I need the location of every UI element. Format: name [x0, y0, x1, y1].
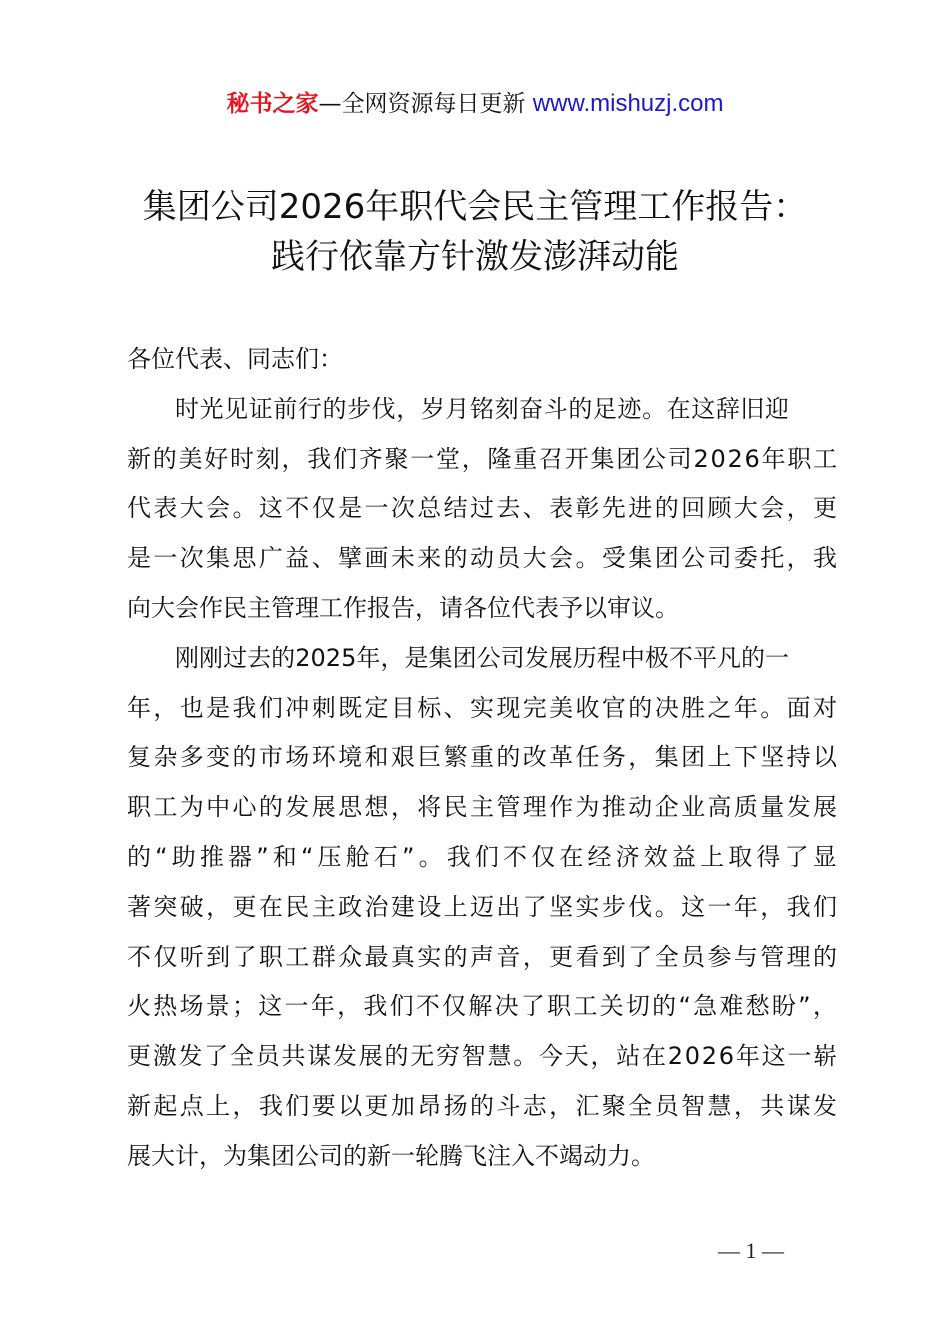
- brand-name: 秘书之家: [226, 91, 319, 117]
- title-line-1: 集团公司2026年职代会民主管理工作报告：: [142, 187, 808, 227]
- text-line: 年，也是我们冲刺既定目标、实现完美收官的决胜之年。面对: [127, 693, 840, 722]
- paragraph-opening: [127, 385, 840, 634]
- text-line: 代表大会。这不仅是一次总结过去、表彰先进的回顾大会，更: [127, 494, 840, 523]
- text-line: 更激发了全员共谋发展的无穷智慧。今天，站在2026年这一崭: [127, 1042, 839, 1071]
- document-body: [127, 335, 841, 1182]
- document-title: [0, 182, 950, 282]
- text-line: 新的美好时刻，我们齐聚一堂，隆重召开集团公司2026年职工: [127, 444, 839, 473]
- text-line: 复杂多变的市场环境和艰巨繁重的改革任务，集团上下坚持以: [127, 743, 840, 772]
- text-line: 不仅听到了职工群众最真实的声音，更看到了全员参与管理的: [127, 942, 840, 971]
- text-line: 的“助推器”和“压舱石”。我们不仅在经济效益上取得了显: [127, 842, 841, 871]
- text-line: 火热场景；这一年，我们不仅解决了职工关切的“急难愁盼”，: [127, 992, 840, 1021]
- salutation: 各位代表、同志们：: [127, 345, 343, 373]
- text-line: 是一次集思广益、擘画未来的动员大会。受集团公司委托，我: [127, 544, 840, 573]
- text-line: 著突破，更在民主政治建设上迈出了坚实步伐。这一年，我们: [127, 892, 840, 921]
- text-line: 向大会作民主管理工作报告，请各位代表予以审议。: [127, 593, 679, 622]
- paragraph-review-2025: [127, 634, 841, 1182]
- header-tagline: —全网资源每日更新: [318, 91, 526, 117]
- title-line-2: 践行依靠方针激发澎湃动能: [271, 237, 679, 277]
- text-line: 刚刚过去的2025年，是集团公司发展历程中极不平凡的一: [175, 643, 790, 672]
- site-header-banner: [0, 86, 950, 122]
- website-link[interactable]: www.mishuzj.com: [532, 90, 724, 117]
- text-line: 时光见证前行的步伐，岁月铭刻奋斗的足迹。在这辞旧迎: [175, 394, 790, 423]
- text-line: 职工为中心的发展思想，将民主管理作为推动企业高质量发展: [127, 793, 840, 822]
- page-number: — 1 —: [718, 1238, 784, 1263]
- text-line: 展大计，为集团公司的新一轮腾飞注入不竭动力。: [127, 1141, 655, 1170]
- text-line: 新起点上，我们要以更加昂扬的斗志，汇聚全员智慧，共谋发: [127, 1091, 840, 1120]
